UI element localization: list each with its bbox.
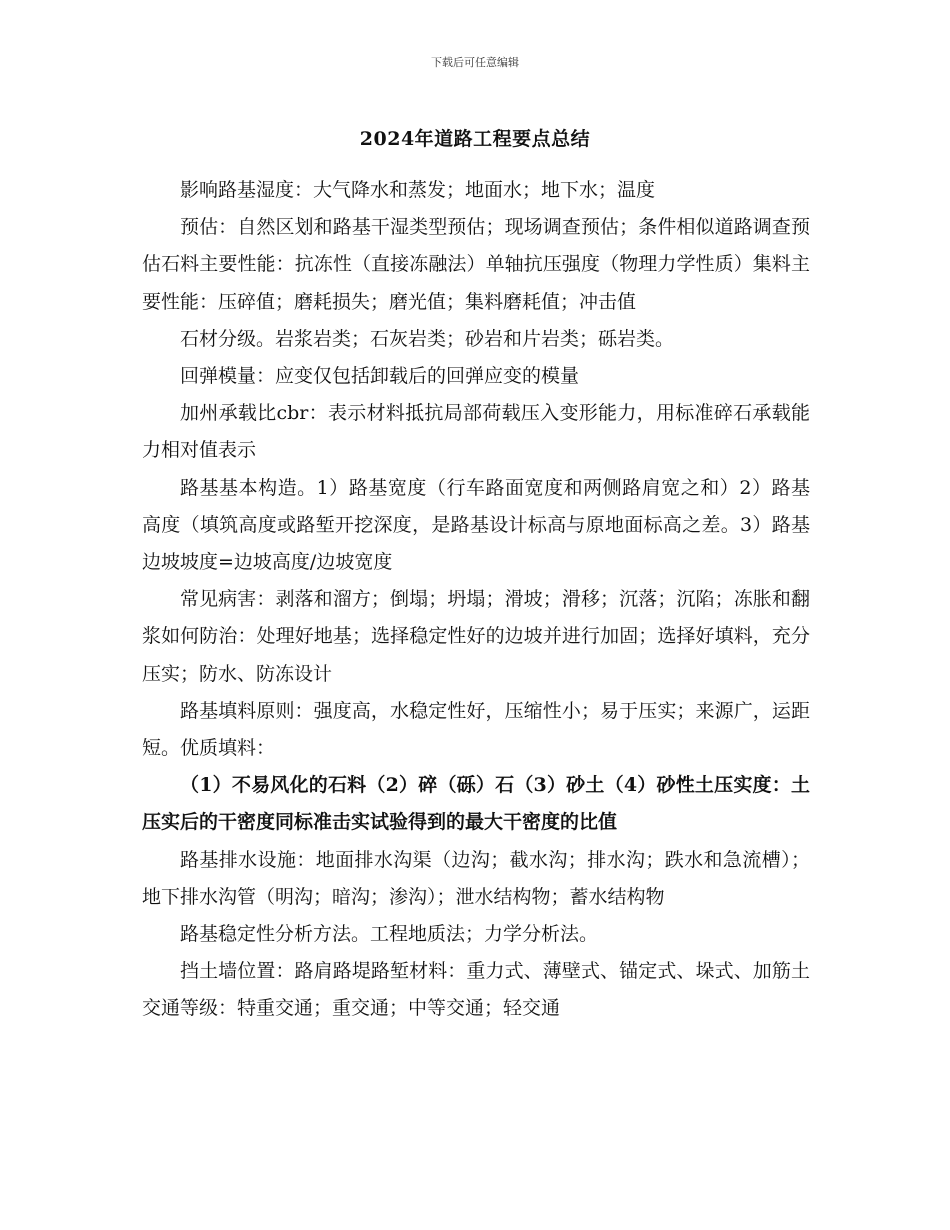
paragraph-cbr: 加州承载比cbr：表示材料抵抗局部荷载压入变形能力，用标准碎石承载能力相对值表示	[142, 402, 810, 462]
paragraph-stability-analysis: 路基稳定性分析方法。工程地质法；力学分析法。	[180, 923, 599, 946]
paragraph-quality-fill-compaction: （1）不易风化的石料（2）碎（砾）石（3）砂土（4）砂性土压实度：土压实后的干密度同标准击实试验得到的最大干密度的比值	[142, 774, 810, 834]
document-title: 2024年道路工程要点总结	[359, 128, 591, 150]
paragraph-stone-grading: 石材分级。岩浆岩类；石灰岩类；砂岩和片岩类；砾岩类。	[180, 327, 675, 350]
paragraph-retaining-wall: 挡土墙位置：路肩路堤路堑材料：重力式、薄壁式、锚定式、垛式、加筋土交通等级：特重交通；重交通；中等交通；轻交通	[142, 960, 810, 1020]
paragraph-subgrade-humidity: 影响路基湿度：大气降水和蒸发；地面水；地下水；温度	[180, 179, 656, 201]
paragraph-resilient-modulus: 回弹模量：应变仅包括卸载后的回弹应变的模量	[180, 365, 580, 388]
paragraph-estimation: 预估：自然区划和路基干湿类型预估；现场调查预估；条件相似道路调查预估石料主要性能：抗冻性（直接冻融法）单轴抗压强度（物理力学性质）集料主要性能：压碎值；磨耗损失；磨光值；集料磨耗值；冲击值	[142, 216, 810, 313]
paragraph-common-defects: 常见病害：剥落和溜方；倒塌；坍塌；滑坡；滑移；沉落；沉陷；冻胀和翻浆如何防治：处理好地基；选择稳定性好的边坡并进行加固；选择好填料，充分压实；防水、防冻设计	[142, 588, 810, 685]
paragraph-drainage: 路基排水设施：地面排水沟渠（边沟；截水沟；排水沟；跌水和急流槽）；地下排水沟管（明沟；暗沟；渗沟）；泄水结构物；蓄水结构物	[142, 848, 810, 908]
paragraph-fill-principles: 路基填料原则：强度高，水稳定性好，压缩性小；易于压实；来源广，运距短。优质填料：	[142, 699, 810, 760]
page-header-note: 下载后可任意编辑	[431, 56, 519, 69]
paragraph-subgrade-structure: 路基基本构造。1）路基宽度（行车路面宽度和两侧路肩宽之和）2）路基高度（填筑高度或路堑开挖深度，是路基设计标高与原地面标高之差。3）路基边坡坡度=边坡高度/边坡宽度	[142, 476, 810, 574]
document-body	[142, 172, 810, 1028]
